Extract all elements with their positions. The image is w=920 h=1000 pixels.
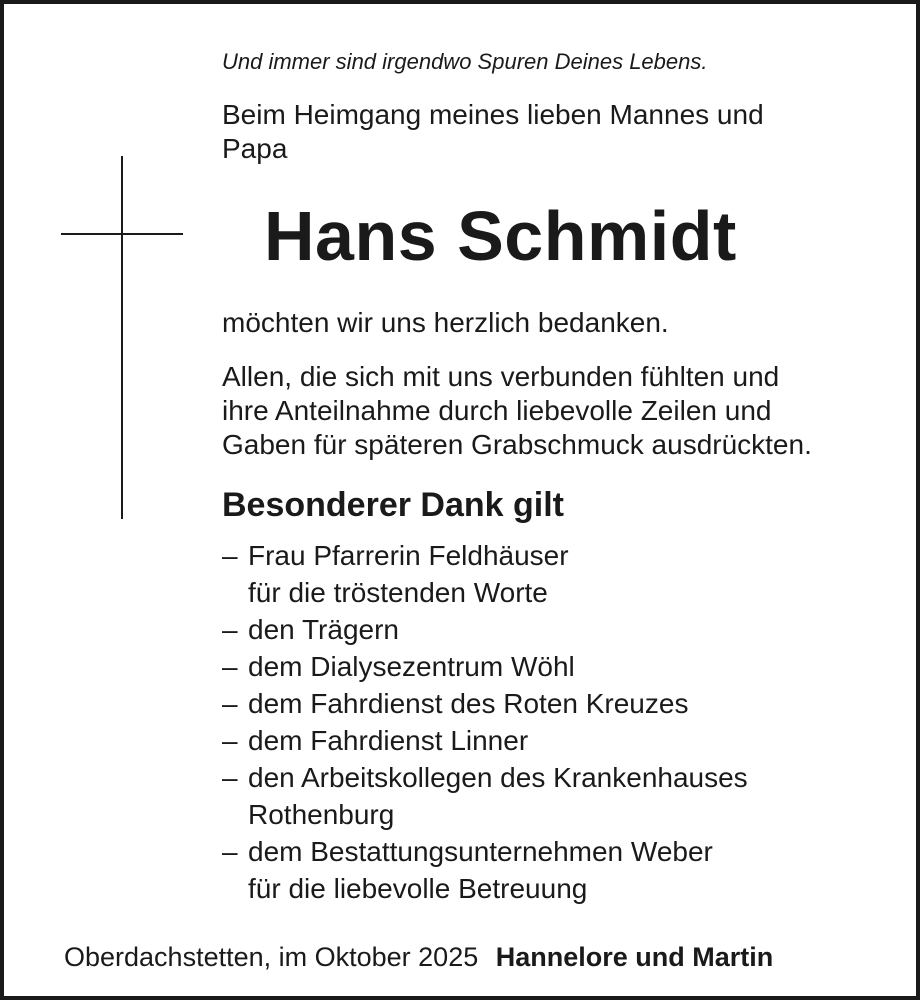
list-item — [222, 611, 748, 648]
list-item-line: für die tröstenden Worte — [248, 577, 548, 608]
paragraph-line: Gaben für späteren Grabschmuck ausdrückten. — [222, 429, 812, 460]
cross-icon-vertical — [121, 156, 123, 519]
dash: – — [222, 688, 238, 719]
list-item-line: für die liebevolle Betreuung — [248, 873, 588, 904]
paragraph-line: Allen, die sich mit uns verbunden fühlten und — [222, 361, 780, 392]
motto: Und immer sind irgendwo Spuren Deines Lebens. — [222, 49, 708, 74]
cross-icon-horizontal — [61, 233, 183, 235]
list-item-line: den Trägern — [248, 614, 399, 645]
list-item — [222, 722, 748, 759]
paragraph-line: ihre Anteilnahme durch liebevolle Zeilen und — [222, 395, 772, 426]
list-item-line: dem Dialysezentrum Wöhl — [248, 651, 575, 682]
signatories: Hannelore und Martin — [495, 942, 774, 972]
dash: – — [222, 762, 238, 793]
list-item-line: Frau Pfarrerin Feldhäuser — [248, 540, 569, 571]
deceased-name: Hans Schmidt — [264, 197, 737, 275]
list-item — [222, 648, 748, 685]
list-item — [222, 759, 748, 833]
list-item-line: den Arbeitskollegen des Krankenhauses — [248, 762, 748, 793]
intro-line: Papa — [222, 133, 288, 164]
list-item-line: dem Bestattungsunternehmen Weber — [248, 836, 713, 867]
list-item-line: dem Fahrdienst des Roten Kreuzes — [248, 688, 689, 719]
list-item — [222, 685, 748, 722]
dash: – — [222, 725, 238, 756]
place-date: Oberdachstetten, im Oktober 2025 — [64, 942, 479, 972]
intro-line: Beim Heimgang meines lieben Mannes und — [222, 99, 764, 130]
special-thanks-heading: Besonderer Dank gilt — [222, 486, 564, 524]
dash: – — [222, 836, 238, 867]
footer — [64, 939, 773, 975]
dash: – — [222, 651, 238, 682]
list-item — [222, 833, 748, 907]
intro-text — [222, 98, 764, 166]
paragraph — [222, 360, 812, 462]
list-item-line: Rothenburg — [248, 799, 395, 830]
dash: – — [222, 614, 238, 645]
thanks-line: möchten wir uns herzlich bedanken. — [222, 307, 669, 338]
dash: – — [222, 540, 238, 571]
list-item-line: dem Fahrdienst Linner — [248, 725, 529, 756]
thanks-list — [222, 537, 748, 907]
list-item — [222, 537, 748, 611]
